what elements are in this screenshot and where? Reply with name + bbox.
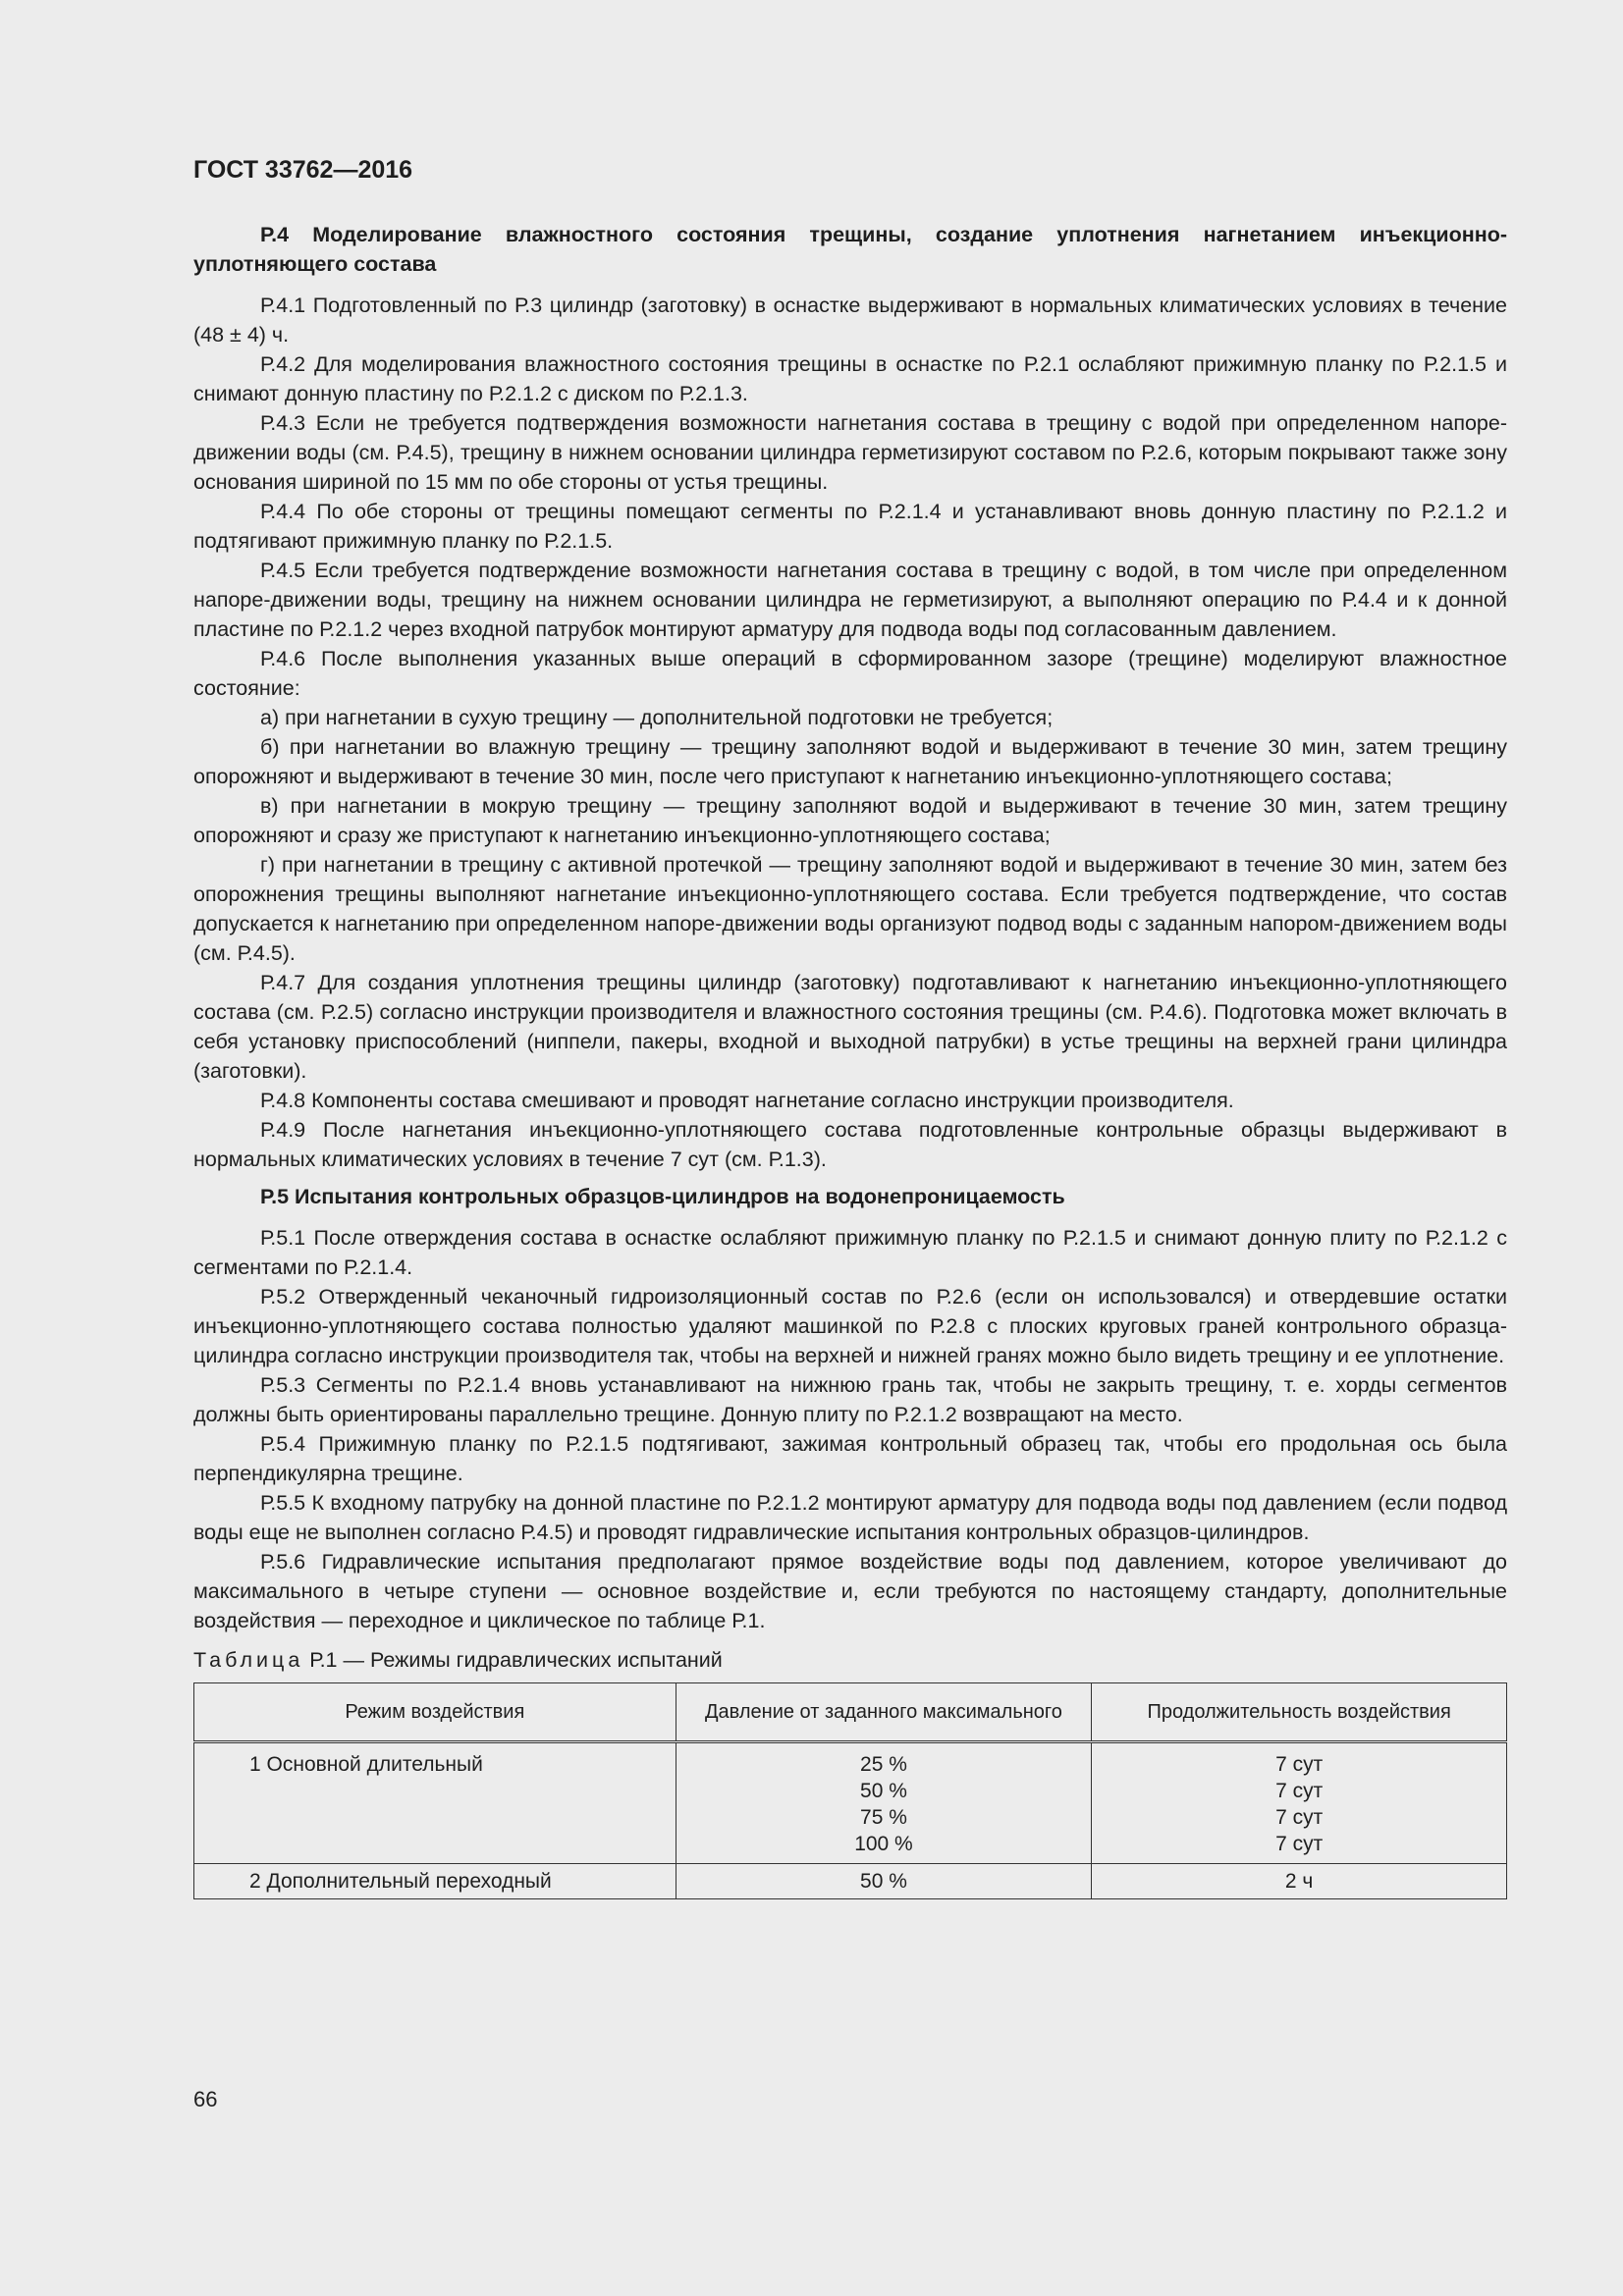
paragraph: Р.4.6 После выполнения указанных выше операций в сформированном зазоре (трещине) моделируют влажностное состояние: [193,647,1507,700]
table-caption-word: Таблица [193,1648,304,1672]
duration-value: 7 сут [1275,1833,1324,1855]
pressure-value: 100 % [854,1833,913,1855]
duration-value: 7 сут [1275,1753,1324,1776]
paragraph: Р.5.1 После отверждения состава в оснастке ослабляют прижимную планку по Р.2.1.5 и снимают донную плиту по Р.2.1.2 с сегментами по Р.2.1.4. [193,1226,1507,1279]
paragraph: Р.4.3 Если не требуется подтверждения возможности нагнетания состава в трещину с водой при определенном напоре-движении воды (см. Р.4.5), трещину в нижнем основании цилиндра герметизируют составом по Р.2.6, которым покрывают также зону основания шириной по 15 мм по обе стороны от устья трещины. [193,411,1507,494]
section-p5-body [193,1223,1507,1635]
table-cell-pressure [676,1864,1092,1899]
table-cell-pressure [676,1742,1092,1864]
paragraph: Р.4.7 Для создания уплотнения трещины цилиндр (заготовку) подготавливают к нагнетанию инъекционно-уплотняющего состава (см. Р.2.5) согласно инструкции производителя и влажностного состояния трещины (см. Р.4.6). Подготовка может включать в себя установку приспособлений (ниппели, пакеры, входной и выходной патрубки) в устье трещины на верхней грани цилиндра (заготовки). [193,971,1507,1083]
page-content [193,155,1507,1899]
pressure-value: 50 % [860,1870,907,1893]
list-item: в) при нагнетании в мокрую трещину — трещину заполняют водой и выдерживают в течение 30 мин, затем трещину опорожняют и сразу же приступают к нагнетанию инъекционно-уплотняющего состава; [193,794,1507,847]
paragraph: Р.4.1 Подготовленный по Р.3 цилиндр (заготовку) в оснастке выдерживают в нормальных климатических условиях в течение (48 ± 4) ч. [193,294,1507,347]
pressure-value: 25 % [860,1753,907,1776]
list-item: а) при нагнетании в сухую трещину — дополнительной подготовки не требуется; [260,706,1054,729]
table-cell-mode: 2 Дополнительный переходный [194,1864,676,1899]
paragraph: Р.5.3 Сегменты по Р.2.1.4 вновь устанавливают на нижнюю грань так, чтобы не закрыть трещину, т. е. хорды сегментов должны быть ориентированы параллельно трещине. Донную плиту по Р.2.1.2 возвращают на место. [193,1373,1507,1426]
page-number: 66 [193,2087,218,2111]
table-cell-duration [1092,1864,1507,1899]
duration-value: 2 ч [1284,1870,1314,1893]
test-modes-table [193,1682,1507,1899]
paragraph: Р.4.2 Для моделирования влажностного состояния трещины в оснастке по Р.2.1 ослабляют прижимную планку по Р.2.1.5 и снимают донную пластину по Р.2.1.2 с диском по Р.2.1.3. [193,352,1507,405]
table-cell-duration [1092,1742,1507,1864]
table-row [194,1742,1507,1864]
duration-value: 7 сут [1275,1806,1324,1829]
section-p4-body [193,291,1507,1174]
pressure-value: 75 % [860,1806,907,1829]
paragraph: Р.5.2 Отвержденный чеканочный гидроизоляционный состав по Р.2.6 (если он использовался) и отвердевшие остатки инъекционно-уплотняющего состава полностью удаляют машинкой по Р.2.8 с плоских круговых граней контрольного образца-цилиндра согласно инструкции производителя так, чтобы на верхней и нижней гранях можно было видеть трещину и ее уплотнение. [193,1285,1507,1367]
paragraph: Р.4.4 По обе стороны от трещины помещают сегменты по Р.2.1.4 и устанавливают вновь донную пластину по Р.2.1.2 и подтягивают прижимную планку по Р.2.1.5. [193,500,1507,553]
document-id: ГОСТ 33762—2016 [193,156,413,184]
pressure-value: 50 % [860,1780,907,1802]
column-header-duration: Продолжительность воздействия [1092,1683,1507,1742]
table-row [194,1864,1507,1899]
paragraph: Р.5.5 К входному патрубку на донной пластине по Р.2.1.2 монтируют арматуру для подвода воды под давлением (если подвод воды еще не выполнен согласно Р.4.5) и проводят гидравлические испытания контрольных образцов-цилиндров. [193,1491,1507,1544]
paragraph: Р.4.5 Если требуется подтверждение возможности нагнетания состава в трещину с водой, в том числе при определенном напоре-движении воды, трещину на нижнем основании цилиндра не герметизируют, а выполняют операцию по Р.4.4 и к донной пластине по Р.2.1.2 через входной патрубок монтируют арматуру для подвода воды под согласованным давлением. [193,559,1507,641]
table-cell-mode: 1 Основной длительный [194,1742,676,1864]
column-header-pressure: Давление от заданного максимального [676,1683,1092,1742]
duration-value: 7 сут [1275,1780,1324,1802]
list-item: б) при нагнетании во влажную трещину — трещину заполняют водой и выдерживают в течение 30 мин, затем трещину опорожняют и выдерживают в течение 30 мин, после чего приступают к нагнетанию инъекционно-уплотняющего состава; [193,735,1507,788]
table-caption [193,1645,1507,1675]
list-item: г) при нагнетании в трещину с активной протечкой — трещину заполняют водой и выдерживают в течение 30 мин, затем без опорожнения трещины выполняют нагнетание инъекционно-уплотняющего состава. Если требуется подтверждение, что состав допускается к нагнетанию при определенном напоре-движении воды организуют подвод воды с заданным напором-движением воды (см. Р.4.5). [193,853,1507,965]
paragraph: Р.4.9 После нагнетания инъекционно-уплотняющего состава подготовленные контрольные образцы выдерживают в нормальных климатических условиях в течение 7 сут (см. Р.1.3). [193,1118,1507,1171]
paragraph: Р.4.8 Компоненты состава смешивают и проводят нагнетание согласно инструкции производителя. [260,1089,1234,1112]
section-heading-p5: Р.5 Испытания контрольных образцов-цилиндров на водонепроницаемость [260,1185,1065,1208]
table-header-row [194,1683,1507,1742]
table-caption-title: Р.1 — Режимы гидравлических испытаний [303,1648,723,1672]
paragraph: Р.5.6 Гидравлические испытания предполагают прямое воздействие воды под давлением, которое увеличивают до максимального в четыре ступени — основное воздействие и, если требуются по настоящему стандарту, дополнительные воздействия — переходное и циклическое по таблице Р.1. [193,1550,1507,1632]
paragraph: Р.5.4 Прижимную планку по Р.2.1.5 подтягивают, зажимая контрольный образец так, чтобы его продольная ось была перпендикулярна трещине. [193,1432,1507,1485]
column-header-mode: Режим воздействия [194,1683,676,1742]
section-heading-p4: Р.4 Моделирование влажностного состояния трещины, создание уплотнения нагнетанием инъекционно-уплотняющего состава [193,223,1507,276]
